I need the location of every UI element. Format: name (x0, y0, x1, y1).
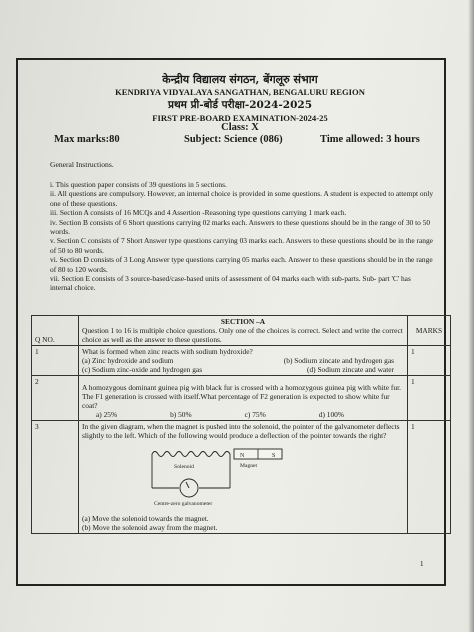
option: c) 75% (244, 410, 266, 419)
question-text: What is formed when zinc reacts with sodium hydroxide? (82, 347, 253, 356)
hindi-org-title: केन्द्रीय विद्यालय संगठन, बेंगलूरु संभाग (162, 73, 318, 86)
class-label: Class: X (221, 122, 259, 133)
instruction-item: i. This question paper consists of 39 questions in 5 sections. (50, 180, 227, 189)
solenoid-coil (152, 452, 230, 498)
option-row (82, 365, 404, 374)
magnet-pole-n: N (240, 453, 245, 459)
instruction-item: ii. All questions are compulsory. However, an internal choice is provided in some questions. A student is expected to attempt only one of these questions. (50, 189, 434, 208)
question-number: 3 (32, 421, 79, 534)
page-number: 1 (420, 560, 424, 568)
subject: Subject: Science (086) (184, 134, 283, 145)
question-marks: 1 (408, 376, 451, 421)
question-marks: 1 (408, 421, 451, 534)
option: a) 25% (96, 410, 118, 419)
instructions-title: General Instructions. (50, 160, 114, 169)
table-row (32, 346, 451, 376)
option-row (82, 410, 404, 419)
page-shadow (468, 0, 474, 632)
question-cell (79, 346, 408, 376)
question-table (31, 315, 451, 534)
org-title: KENDRIYA VIDYALAYA SANGATHAN, BENGALURU REGION (115, 87, 365, 97)
instructions-list (50, 180, 435, 293)
option: (a) Move the solenoid towards the magnet. (82, 514, 209, 523)
exam-title: FIRST PRE-BOARD EXAMINATION-2024-25 (152, 113, 328, 123)
magnet-pole-s: S (272, 453, 276, 459)
option: (a) Zinc hydroxide and sodium (82, 356, 174, 365)
question-number: 1 (32, 346, 79, 376)
marks-header: MARKS (408, 316, 451, 346)
question-cell (79, 421, 408, 534)
question-number: 2 (32, 376, 79, 421)
question-text: In the given diagram, when the magnet is pushed into the solenoid, the pointer of the galvanometer deflects slightly to the left. Which of the following would produce a deflection of the pointer towards the right? (82, 422, 400, 440)
instruction-item: iii. Section A consists of 16 MCQs and 4 Assertion -Reasoning type questions carrying 1 mark each. (50, 208, 347, 218)
option: (b) Move the solenoid away from the magnet. (82, 523, 218, 532)
instruction-item: vii. Section E consists of 3 source-based/case-based units of assessment of 04 marks each with sub-parts. Sub- part 'C' has internal choice. (50, 274, 411, 293)
table-row (32, 421, 451, 534)
solenoid-diagram (144, 446, 294, 510)
question-text: A homozygous dominant guinea pig with black fur is crossed with a homozygous guinea pig with white fur. The F1 generation is crossed with itself.What percentage of F2 generation is expected to show white fur coat? (82, 383, 401, 410)
solenoid-label: Solenoid (174, 464, 194, 470)
max-marks: Max marks:80 (54, 134, 120, 145)
table-row (32, 376, 451, 421)
section-header-cell (79, 316, 408, 346)
instruction-item: iv. Section B consists of 6 Short questions carrying 02 marks each. Answers to these questions should be in the range of 30 to 50 words. (50, 217, 431, 237)
option: (b) Sodium zincate and hydrogen gas (283, 356, 394, 365)
solenoid-diagram-svg (144, 446, 294, 510)
time-allowed: Time allowed: 3 hours (320, 134, 420, 145)
question-cell (79, 376, 408, 421)
option-row (82, 356, 404, 365)
option: d) 100% (318, 410, 344, 419)
section-title: SECTION –A (220, 317, 266, 326)
option: (d) Sodium zincate and water (306, 365, 394, 374)
instruction-item: vi. Section D consists of 3 Long Answer type questions carrying 05 marks each. Answer to these questions should be in the range of 80 to 120 words. (50, 255, 433, 274)
option: b) 50% (170, 410, 192, 419)
section-intro: Question 1 to 16 is multiple choice questions. Only one of the choices is correct. Select and write the correct choice as well as the answer to these questions. (82, 326, 403, 344)
question-marks: 1 (408, 346, 451, 376)
option: (c) Sodium zinc-oxide and hydrogen gas (82, 365, 203, 374)
table-header-row (32, 316, 451, 346)
qno-header: Q NO. (32, 316, 79, 346)
magnet-label: Magnet (240, 463, 258, 469)
instruction-item: v. Section C consists of 7 Short Answer type questions carrying 03 marks each. Answers to these questions should be in the range of 50 to 80 words. (50, 236, 433, 255)
galvanometer-label: Centre-zero galvanometer (154, 501, 213, 507)
hindi-exam-title: प्रथम प्री-बोर्ड परीक्षा-2024-2025 (167, 99, 313, 111)
